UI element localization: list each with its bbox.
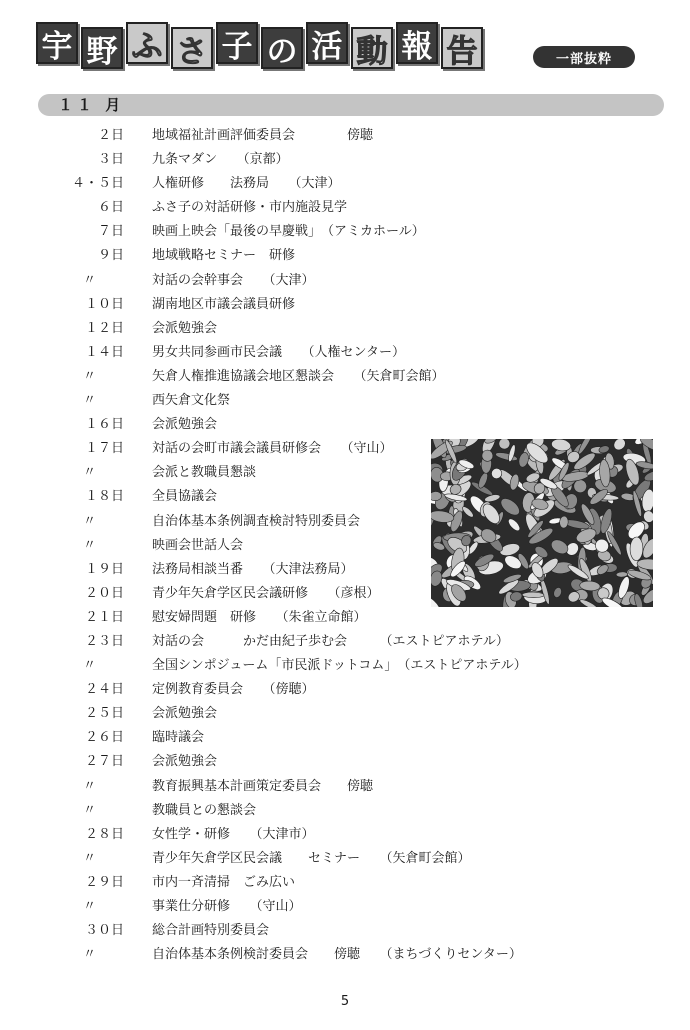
title-char: 告	[441, 27, 483, 69]
activity-entry	[0, 317, 690, 341]
activity-entry	[0, 148, 690, 172]
entry-date: １８日	[84, 489, 124, 505]
entry-date: ２６日	[84, 730, 124, 746]
entry-date: ２９日	[84, 874, 124, 890]
entry-date: ２３日	[84, 633, 124, 649]
entry-text: 慰安婦問題 研修 （朱雀立命館）	[152, 609, 367, 625]
activity-entry	[0, 895, 690, 919]
entry-text: 教職員との懇談会	[152, 802, 257, 818]
entry-date: 〃	[82, 658, 96, 674]
entry-text: 定例教育委員会 （傍聴）	[152, 682, 315, 698]
entry-text: 法務局相談当番 （大津法務局）	[152, 561, 354, 577]
activity-entry	[0, 654, 690, 678]
entry-text: 会派勉強会	[152, 706, 218, 722]
entry-text: 臨時議会	[152, 730, 205, 746]
title-char: の	[261, 27, 303, 69]
month-label: １１ 月	[58, 96, 125, 114]
title-char: 宇	[36, 22, 78, 64]
activity-entry	[0, 726, 690, 750]
entry-date: ９日	[97, 248, 124, 264]
entry-date: ６日	[97, 200, 124, 216]
entry-date: ４・５日	[71, 176, 124, 192]
activity-entry	[0, 389, 690, 413]
activity-entry	[0, 702, 690, 726]
activity-entry	[0, 943, 690, 967]
foliage-photo	[431, 439, 653, 607]
entry-date: 〃	[82, 393, 96, 409]
entry-date: ２５日	[84, 706, 124, 722]
entry-text: 対話の会 かだ由紀子歩む会 （エストピアホテル）	[152, 633, 509, 649]
entry-date: １０日	[84, 296, 124, 312]
title-char: 動	[351, 27, 393, 69]
entry-text: 男女共同参画市民会議 （人権センター）	[152, 344, 405, 360]
entry-date: ２１日	[84, 609, 124, 625]
activity-entry	[0, 606, 690, 630]
entry-date: 〃	[82, 537, 96, 553]
entry-text: 九条マダン （京都）	[152, 152, 289, 168]
entry-text: 映画会世話人会	[152, 537, 244, 553]
entry-date: ２０日	[84, 585, 124, 601]
entry-date: 〃	[82, 947, 96, 963]
entry-text: 総合計画特別委員会	[152, 923, 270, 939]
entry-text: 自治体基本条例調査検討特別委員会	[152, 513, 361, 529]
entry-date: 〃	[82, 802, 96, 818]
entry-text: 会派勉強会	[152, 417, 218, 433]
activity-entry	[0, 823, 690, 847]
entry-date: １７日	[84, 441, 124, 457]
activity-entry	[0, 220, 690, 244]
entry-text: 映画上映会「最後の早慶戦」 （アミカホール）	[152, 224, 425, 240]
entry-text: 全国シンポジューム「市民派ドットコム」 （エストピアホテル）	[152, 658, 527, 674]
entry-date: 〃	[82, 513, 96, 529]
entry-text: 教育振興基本計画策定委員会 傍聴	[152, 778, 374, 794]
activity-entry	[0, 678, 690, 702]
title-char: 子	[216, 22, 258, 64]
activity-entry	[0, 413, 690, 437]
title-char: ふ	[126, 22, 168, 64]
activity-entry	[0, 124, 690, 148]
entry-text: 女性学・研修 （大津市）	[152, 826, 315, 842]
activity-entry	[0, 269, 690, 293]
activity-entry	[0, 750, 690, 774]
entry-text: 矢倉人権推進協議会地区懇談会 （矢倉町会館）	[152, 368, 445, 384]
entry-date: ２７日	[84, 754, 124, 770]
entry-date: 〃	[82, 899, 96, 914]
entry-text: 青少年矢倉学区民会議研修 （彦根）	[152, 585, 380, 601]
activity-entry	[0, 847, 690, 871]
entry-date: 〃	[82, 850, 96, 866]
entry-date: １６日	[84, 417, 124, 433]
entry-date: 〃	[82, 778, 96, 794]
entry-text: 全員協議会	[152, 489, 218, 505]
activity-entry	[0, 871, 690, 895]
activity-entry	[0, 775, 690, 799]
entry-date: ７日	[97, 224, 124, 240]
title-char: 活	[306, 22, 348, 64]
excerpt-badge: 一部抜粋	[533, 46, 635, 68]
entry-text: 人権研修 法務局 （大津）	[152, 176, 341, 192]
entry-date: 〃	[82, 368, 96, 384]
entry-date: ３０日	[84, 923, 124, 939]
entry-text: 対話の会幹事会 （大津）	[152, 272, 315, 288]
entry-date: ２４日	[84, 682, 124, 698]
entry-date: ２日	[97, 128, 124, 143]
title-char: さ	[171, 27, 213, 69]
entry-text: 西矢倉文化祭	[152, 393, 231, 409]
entry-text: 会派と教職員懇談	[152, 465, 257, 481]
month-header-bar	[38, 94, 664, 116]
entry-date: １４日	[84, 344, 124, 360]
report-title	[36, 22, 483, 69]
activity-entry	[0, 365, 690, 389]
entry-date: １９日	[84, 561, 124, 577]
title-char: 野	[81, 27, 123, 69]
activity-entry	[0, 341, 690, 365]
activity-entry	[0, 919, 690, 943]
foliage-image	[431, 439, 653, 607]
entry-date: 〃	[82, 465, 96, 481]
page-number: 5	[340, 994, 350, 1009]
entry-text: 会派勉強会	[152, 754, 218, 770]
entry-text: 市内一斉清掃 ごみ広い	[152, 874, 296, 890]
entry-text: 地域戦略セミナー 研修	[152, 248, 296, 264]
entry-date: ３日	[97, 152, 124, 168]
activity-entry	[0, 172, 690, 196]
title-char: 報	[396, 22, 438, 64]
entry-text: 自治体基本条例検討委員会 傍聴 （まちづくりセンター）	[152, 947, 522, 963]
entry-text: 事業仕分研修 （守山）	[152, 899, 302, 914]
activity-entry	[0, 196, 690, 220]
entry-text: ふさ子の対話研修・市内施設見学	[152, 200, 348, 216]
activity-entry	[0, 630, 690, 654]
entry-text: 湖南地区市議会議員研修	[152, 296, 296, 312]
entry-text: 地域福祉計画評価委員会 傍聴	[152, 128, 374, 143]
entry-text: 対話の会町市議会議員研修会 （守山）	[152, 441, 393, 457]
activity-entry	[0, 244, 690, 268]
entry-date: １２日	[84, 320, 124, 336]
entry-date: 〃	[82, 272, 96, 288]
activity-entry	[0, 293, 690, 317]
entry-text: 青少年矢倉学区民会議 セミナー （矢倉町会館）	[152, 850, 471, 866]
entry-date: ２８日	[84, 826, 124, 842]
entry-text: 会派勉強会	[152, 320, 218, 336]
activity-entry	[0, 799, 690, 823]
